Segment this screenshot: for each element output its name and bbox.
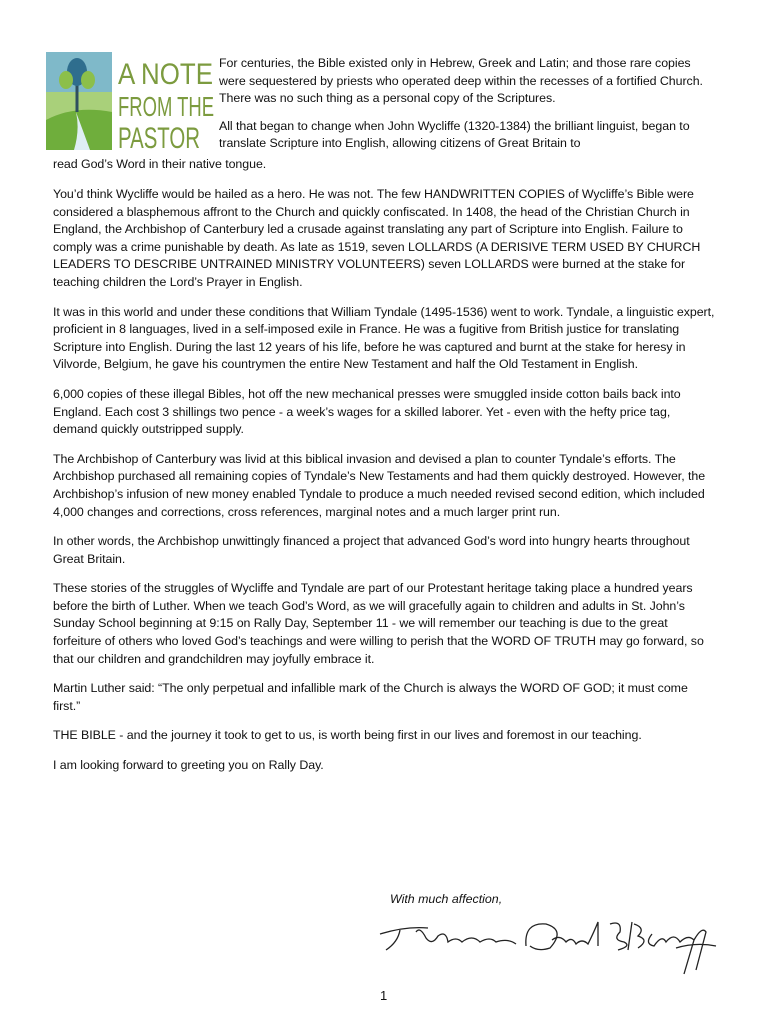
logo-leaf-left bbox=[59, 71, 73, 89]
signature-stroke-3 bbox=[610, 922, 644, 950]
paragraph-1: For centuries, the Bible existed only in Hebrew, Greek and Latin; and those rare copies were sequestered by priests who operated deep within the recesses of a fortified Church. There was no such thing as a personal copy of the Scriptures. bbox=[219, 56, 703, 106]
note-from-pastor-logo bbox=[44, 50, 216, 155]
signature-stroke-4 bbox=[648, 930, 716, 974]
paragraph-2-first-part: All that began to change when John Wycliffe (1320-1384) the brilliant linguist, began to translate Scripture into English, allowing citizens of Great Britain to bbox=[219, 118, 690, 151]
paragraph-4: It was in this world and under these conditions that William Tyndale (1495-1536) went to work. Tyndale, a linguistic expert, proficient in 8 languages, lived in a self-imposed exile in France. He was a fugitive from British justice for translating Scripture into English. During the last 12 years of his life, before he was captured and burnt at the stake for heresy in Vilvorde, Belgium, he gave his countrymen the entire New Testament and half the Old Testament in English. bbox=[53, 304, 715, 372]
paragraph-6: The Archbishop of Canterbury was livid at this biblical invasion and devised a plan to counter Tyndale’s efforts. The Archbishop purchased all remaining copies of Tyndale’s New Testaments and had them quickly destroyed. However, the Archbishop’s infusion of new money enabled Tyndale to produce a much needed revised second edition, which included 4,000 changes and corrections, cross references, marginal notes and a much larger print run. bbox=[53, 451, 706, 519]
paragraph-10: THE BIBLE - and the journey it took to get to us, is worth being first in our lives and foremost in our teaching. bbox=[53, 728, 642, 743]
page-number: 1 bbox=[380, 988, 388, 1003]
paragraph-8: These stories of the struggles of Wycliffe and Tyndale are part of our Protestant heritage taking place a hundred years before the birth of Luther. When we teach God’s Word, as we will gracefully again to children and adults in St. John’s Sunday School beginning at 9:15 on Rally Day, September 11 - we will remember our teaching is due to the great forfeiture of others who loved God’s teachings and were willing to perish that the WORD OF TRUTH may go forward, so that our children and grandchildren may joyfully embrace it. bbox=[53, 581, 704, 666]
closing-salutation: With much affection, bbox=[390, 892, 503, 906]
logo-line-1: A NOTE bbox=[118, 58, 213, 91]
signature-graphic bbox=[376, 912, 721, 982]
intro-column bbox=[219, 55, 719, 153]
letter-body bbox=[53, 186, 718, 787]
paragraph-9: Martin Luther said: “The only perpetual and infallible mark of the Church is always the WORD OF GOD; it must come first.” bbox=[53, 681, 688, 713]
signature-stroke-1 bbox=[380, 928, 516, 950]
logo-leaf-right bbox=[81, 71, 95, 89]
logo-line-3: PASTOR bbox=[118, 122, 200, 155]
logo-graphic bbox=[44, 50, 216, 155]
paragraph-11: I am looking forward to greeting you on Rally Day. bbox=[53, 758, 324, 773]
paragraph-7: In other words, the Archbishop unwittingly financed a project that advanced God’s word into hungry hearts throughout Great Britain. bbox=[53, 534, 690, 566]
logo-line-2: FROM THE bbox=[118, 91, 214, 122]
handwritten-signature bbox=[376, 912, 721, 982]
paragraph-5: 6,000 copies of these illegal Bibles, hot off the new mechanical presses were smuggled inside cotton bails back into England. Each cost 3 shillings two pence - a week’s wages for a skilled laborer. Yet - even with the hefty price tag, demand quickly outstripped supply. bbox=[53, 386, 681, 437]
paragraph-3: You’d think Wycliffe would be hailed as a hero. He was not. The few HANDWRITTEN COPIES of Wycliffe’s Bible were considered a blasphemous affront to the Church and quickly confiscated. In 1408, the head of the Christian Church in England, the Archbishop of Canterbury led a crusade against translating any part of Scripture into English. Failure to comply was a crime punishable by death. As late as 1519, seven LOLLARDS (A DERISIVE TERM USED BY CHURCH LEADERS TO DESCRIBE UNTRAINED MINISTRY VOLUNTEERS) seven LOLLARDS were burned at the stake for teaching children the Lord’s Prayer in English. bbox=[53, 187, 701, 289]
signature-stroke-2 bbox=[526, 922, 598, 950]
paragraph-2-second-part: read God’s Word in their native tongue. bbox=[53, 157, 267, 171]
